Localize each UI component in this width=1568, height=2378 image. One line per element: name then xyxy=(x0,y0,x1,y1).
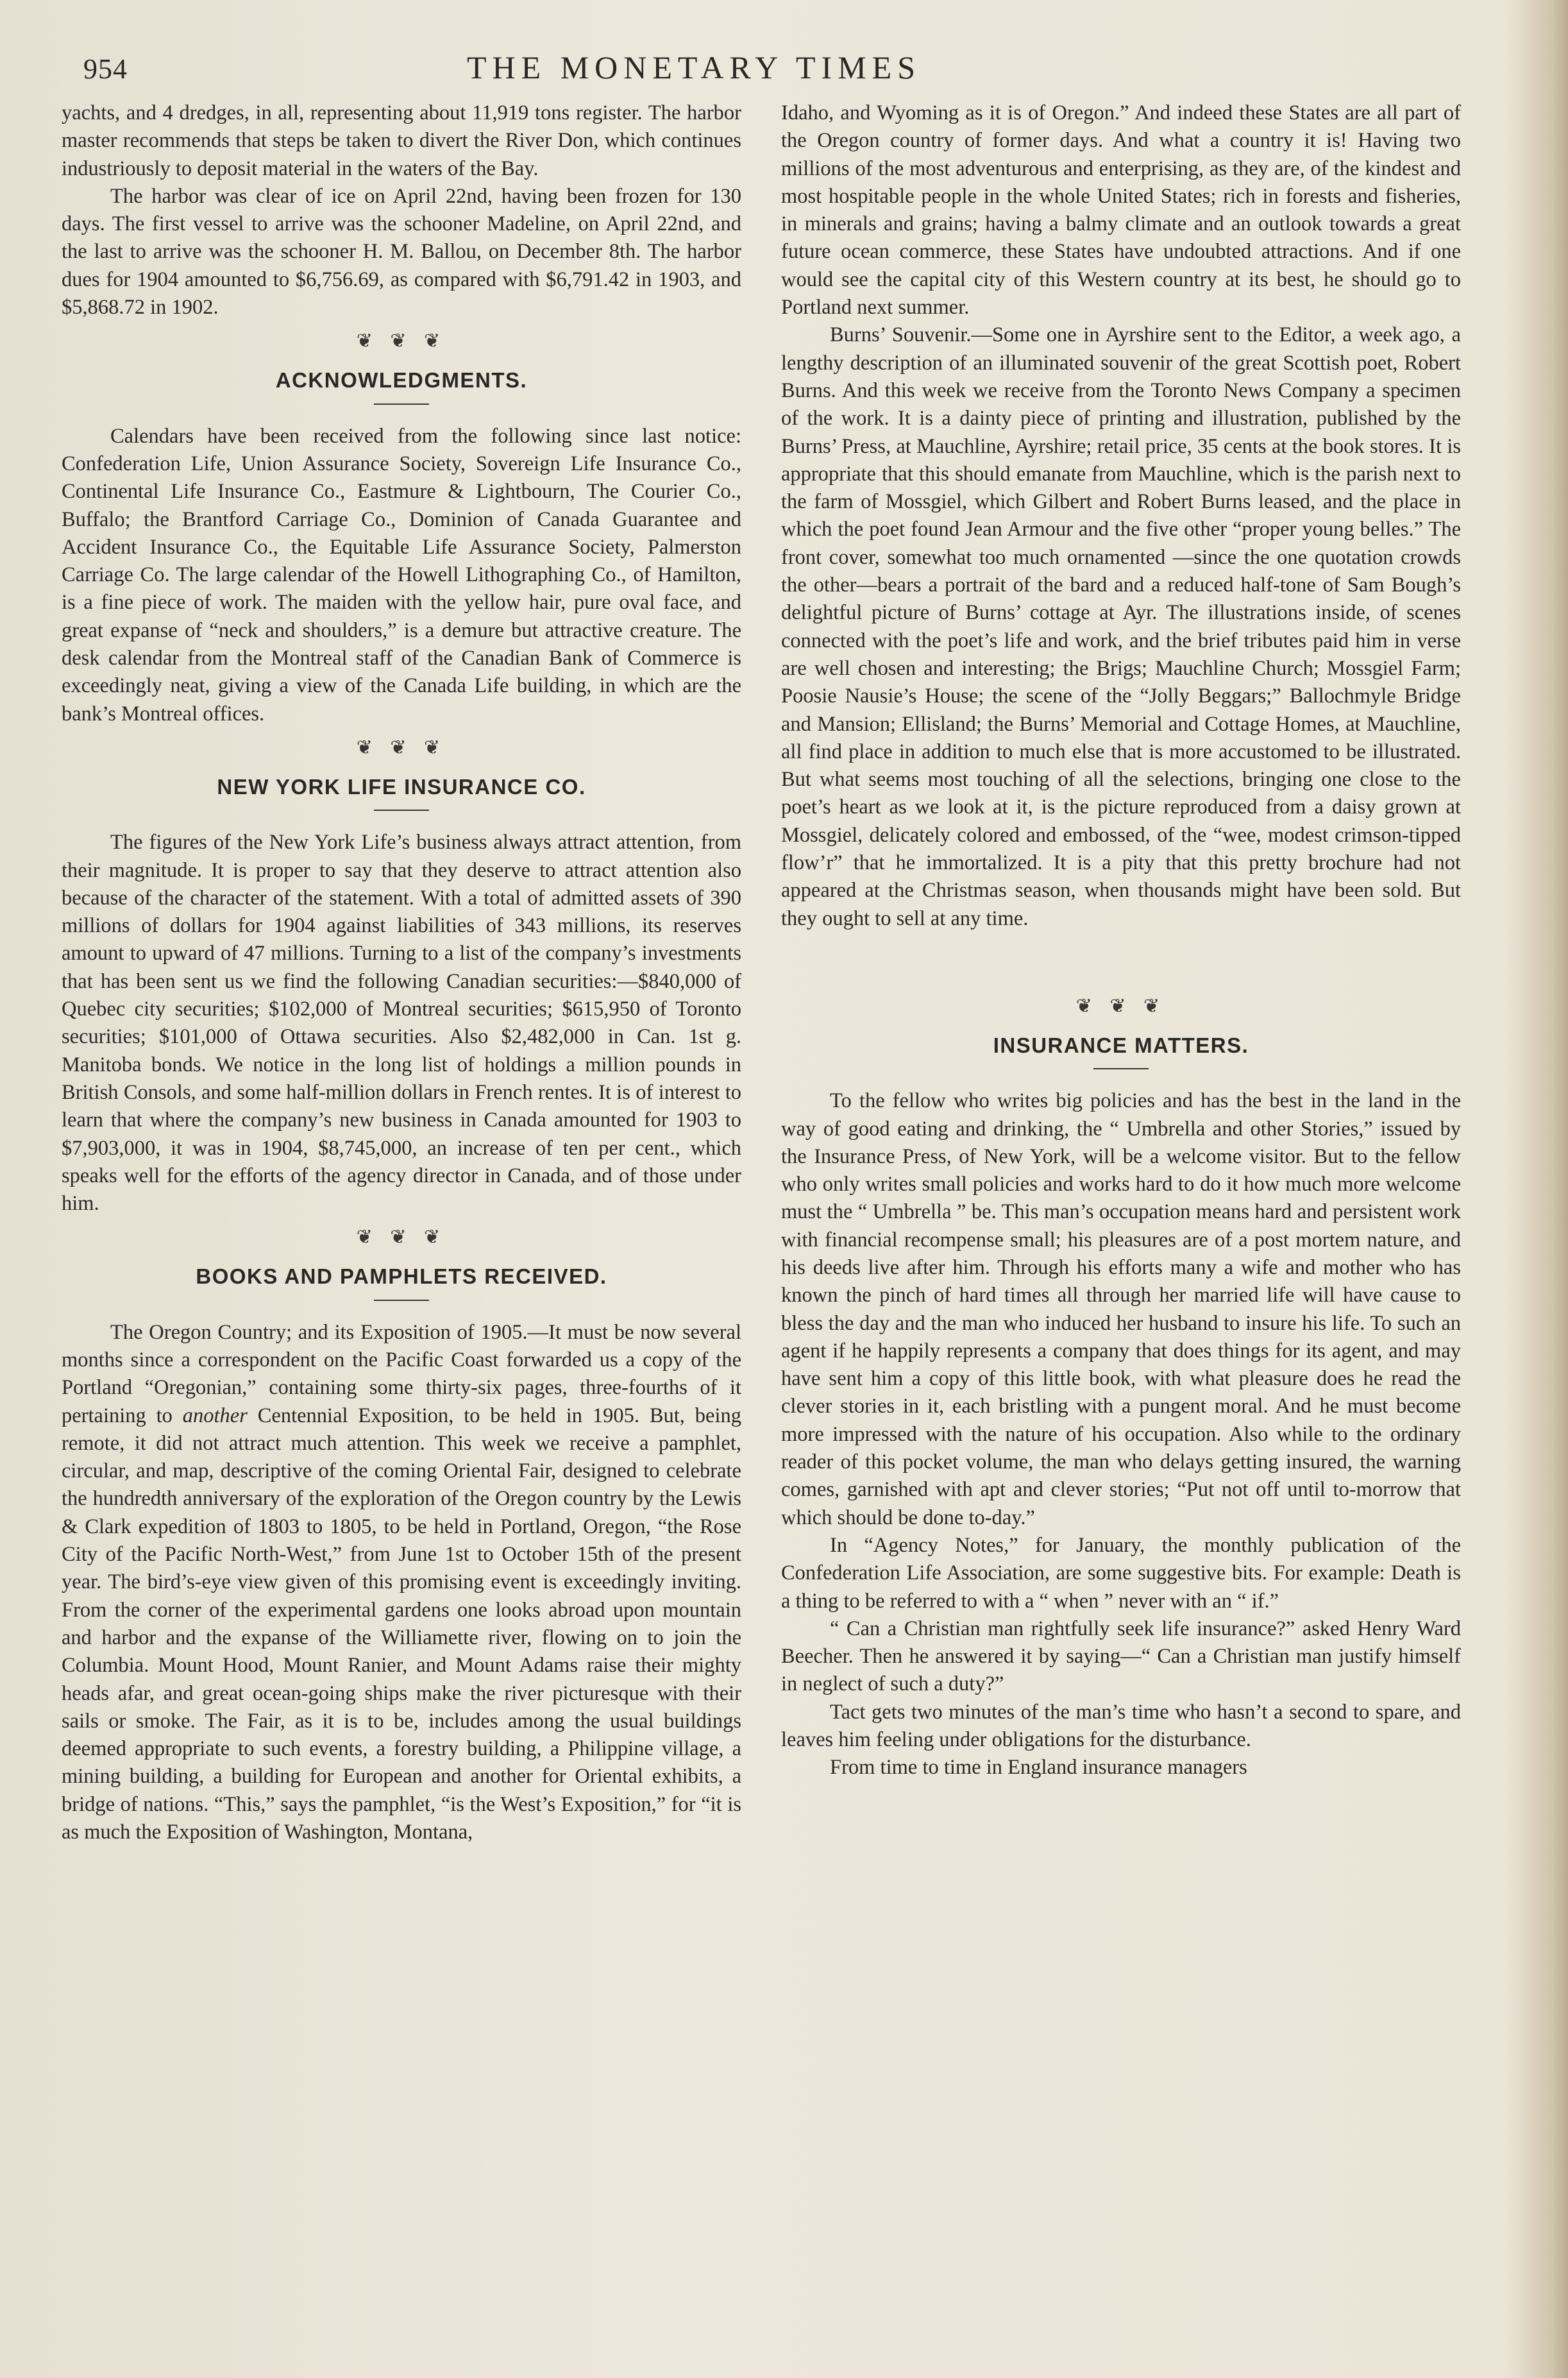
heading-rule xyxy=(374,810,429,811)
harbor-paragraph-continued: yachts, and 4 dredges, in all, representing about 11,919 tons register. The harbor master recommends that steps be taken to divert the River Don, which continues industriously to deposit material in the waters of the Bay. xyxy=(62,101,741,180)
oregon-text-b: Centennial Exposition, to be held in 1905. But, being remote, it did not attract much attention. This week we receive a pamphlet, circular, and map, descriptive of the coming Oriental Fair, designed to celebrate the hundredth anniversary of the exploration of the Oregon country by the Lewis & Clark expedition of 1803 to 1805, to be held in Portland, Oregon, “the Rose City of the Pacific North-West,” from June 1st to October 15th of the present year. The bird’s-eye view given of this promising event is exceedingly inviting. From the corner of the experimental gardens one looks abroad upon mountain and harbor and the expanse of the Williamette river, flowing on to join the Columbia. Mount Hood, Mount Ranier, and Mount Adams raise their mighty heads afar, and great ocean-going ships make the river picturesque with their sails or smoke. The Fair, as it is to be, includes among the usual buildings deemed appropriate to such events, a forestry building, a Philippine village, a mining building, a building for European and another for Oriental exhibits, a bridge of nations. “This,” says the pamphlet, “is the West’s Exposition,” for “it is as much the Exposition of Washington, Montana, xyxy=(62,1404,741,1844)
new-york-life-heading: NEW YORK LIFE INSURANCE CO. xyxy=(217,774,586,799)
publication-title: THE MONETARY TIMES xyxy=(467,49,921,85)
england-managers-paragraph: From time to time in England insurance managers xyxy=(830,1756,1247,1779)
oregon-continued-paragraph: Idaho, and Wyoming as it is of Oregon.” And indeed these States are all part of the Oregon country of former days. And what a country it is! Having two millions of the most adventurous and enterprising, as they are, of the kindest and most hospitable people in the whole United States; rich in forests and fisheries, in minerals and grains; having a balmy climate and an outlook towards a great future ocean commerce, these States have undoubted attractions. And if one would see the capital city of this Western country at its best, he should go to Portland next summer. xyxy=(781,101,1461,319)
left-column xyxy=(62,99,741,1846)
heading-rule xyxy=(374,403,429,405)
section-ornament: ❦ ❦ ❦ xyxy=(356,1227,447,1248)
emphasis-another: another xyxy=(182,1404,248,1427)
heading-rule xyxy=(1093,1068,1149,1069)
section-ornament: ❦ ❦ ❦ xyxy=(356,736,447,758)
right-column xyxy=(781,99,1461,1782)
burns-souvenir-paragraph: Burns’ Souvenir.—Some one in Ayrshire sent to the Editor, a week ago, a lengthy description of an illuminated souvenir of the great Scottish poet, Robert Burns. And this week we receive from the Toronto News Company a specimen of the work. It is a dainty piece of printing and illustration, published by the Burns’ Press, at Mauchline, Ayrshire; retail price, 35 cents at the book stores. It is appropriate that this should emanate from Mauchline, which is the parish next to the farm of Mossgiel, which Gilbert and Robert Burns leased, and the place in which the poet found Jean Armour and the five other “proper young belles.” The front cover, somewhat too much ornamented —since the one quotation crowds the other—bears a portrait of the bard and a reduced half-tone of Sam Bough’s delightful picture of Burns’ cottage at Ayr. The illustrations inside, of scenes connected with the poet’s life and work, and the brief tributes paid him in verse are well chosen and interesting; the Brigs; Mauchline Church; Mossgiel Farm; Poosie Nausie’s House; the scene of the “Jolly Beggars;” Ballochmyle Bridge and Mansion; Ellisland; the Burns’ Memorial and Cottage Homes, at Mauchline, all find place in addition to much else that is more accustomed to be illustrated. But what seems most touching of all the selections, bringing one close to the poet’s heart as we look at it, is the picture reproduced from a daisy grown at Mossgiel, delicately colored and embossed, of the “wee, modest crimson-tipped flow’r” that he immortalized. It is a pity that this pretty brochure had not appeared at the Christmas season, when thousands might have been sold. But they ought to sell at any time. xyxy=(781,323,1461,930)
section-ornament: ❦ ❦ ❦ xyxy=(356,330,447,352)
acknowledgments-heading: ACKNOWLEDGMENTS. xyxy=(275,368,528,393)
page-number: 954 xyxy=(83,53,128,85)
heading-rule xyxy=(374,1300,429,1301)
tact-paragraph: Tact gets two minutes of the man’s time who hasn’t a second to spare, and leaves him feeling under obligations for the disturbance. xyxy=(781,1700,1461,1752)
oregon-exposition-body xyxy=(62,1319,741,1847)
page-header xyxy=(56,49,1454,87)
insurance-matters-heading: INSURANCE MATTERS. xyxy=(993,1033,1249,1057)
spacer xyxy=(781,933,1461,987)
agency-notes-paragraph: In “Agency Notes,” for January, the monthly publication of the Confederation Life Association, are some suggestive bits. For example: Death is a thing to be referred to with a “ when ” never with an “ if.” xyxy=(781,1533,1461,1613)
new-york-life-body: The figures of the New York Life’s business always attract attention, from their magnitude. It is proper to say that they deserve to attract attention also because of the character of the statement. With a total of admitted assets of 390 millions of dollars for 1904 against liabilities of 343 millions, its reserves amount to upward of 47 millions. Turning to a list of the company’s investments that has been sent us we find the following Canadian securities:—$840,000 of Quebec city securities; $102,000 of Montreal securities; $615,950 of Toronto securities; $101,000 of Ottawa securities. Also $2,482,000 in Can. 1st g. Manitoba bonds. We notice in the long list of holdings a million pounds in British Consols, and some half-million dollars in French rentes. It is of interest to learn that where the company’s new business in Canada amounted for 1903 to $7,903,000, it was in 1904, $8,745,000, an increase of ten per cent., which speaks well for the efforts of the agency director in Canada, and of those under him. xyxy=(62,831,741,1216)
beecher-quote-paragraph: “ Can a Christian man rightfully seek life insurance?” asked Henry Ward Beecher. Then he answered it by saying—“ Can a Christian man justify himself in neglect of such a duty?” xyxy=(781,1617,1461,1696)
oregon-text-a: The Oregon Country; and its Exposition of 1905.—It must be now several months since a correspondent on the Pacific Coast forwarded us a copy of the Portland “Oregonian,” containing some thirty-six pages, three-fourths of it pertaining to xyxy=(62,1320,741,1427)
acknowledgments-body: Calendars have been received from the following since last notice: Confederation Life, Union Assurance Society, Sovereign Life Insurance Co., Continental Life Insurance Co., Eastmure & Lightbourn, The Courier Co., Buffalo; the Brantford Carriage Co., Dominion of Canada Guarantee and Accident Insurance Co., the Equitable Life Assurance Society, Palmerston Carriage Co. The large calendar of the Howell Lithographing Co., of Hamilton, is a fine piece of work. The maiden with the yellow hair, pure oval face, and great expanse of “neck and shoulders,” is a demure but attractive creature. The desk calendar from the Montreal staff of the Canadian Bank of Commerce is exceedingly neat, giving a view of the Canada Life building, in which are the bank’s Montreal offices. xyxy=(62,424,741,726)
umbrella-stories-paragraph: To the fellow who writes big policies and has the best in the land in the way of good eating and drinking, the “ Umbrella and other Stories,” issued by the Insurance Press, of New York, will be a welcome visitor. But to the fellow who only writes small policies and works hard to do it how much more welcome must the “ Umbrella ” be. This man’s occupation means hard and persistent work with financial recompense small; his pleasures are of a post mortem nature, and his deeds live after him. Through his efforts many a wife and mother who has known the pinch of hard times all through her married life will have cause to bless the day and the man who induced her husband to insure his life. To such an agent if he happily represents a company that does things for its agent, and may have sent him a copy of this little book, with what pleasure does he read the clever stories in it, each bristling with a pungent moral. And he must become more impressed with the nature of his occupation. Also while to the ordinary reader of this pocket volume, the man who delays getting insured, the warning comes, garnished with apt and clever stories; “Put not off until to-morrow that which should be done to-day.” xyxy=(781,1089,1461,1529)
books-pamphlets-heading: BOOKS AND PAMPHLETS RECEIVED. xyxy=(196,1264,607,1289)
section-ornament: ❦ ❦ ❦ xyxy=(1075,995,1167,1017)
harbor-dues-paragraph: The harbor was clear of ice on April 22nd, having been frozen for 130 days. The first vessel to arrive was the schooner Madeline, on April 22nd, and the last to arrive was the schooner H. M. Ballou, on December 8th. The harbor dues for 1904 amounted to $6,756.69, as compared with $6,791.42 in 1903, and $5,868.72 in 1902. xyxy=(62,184,741,319)
